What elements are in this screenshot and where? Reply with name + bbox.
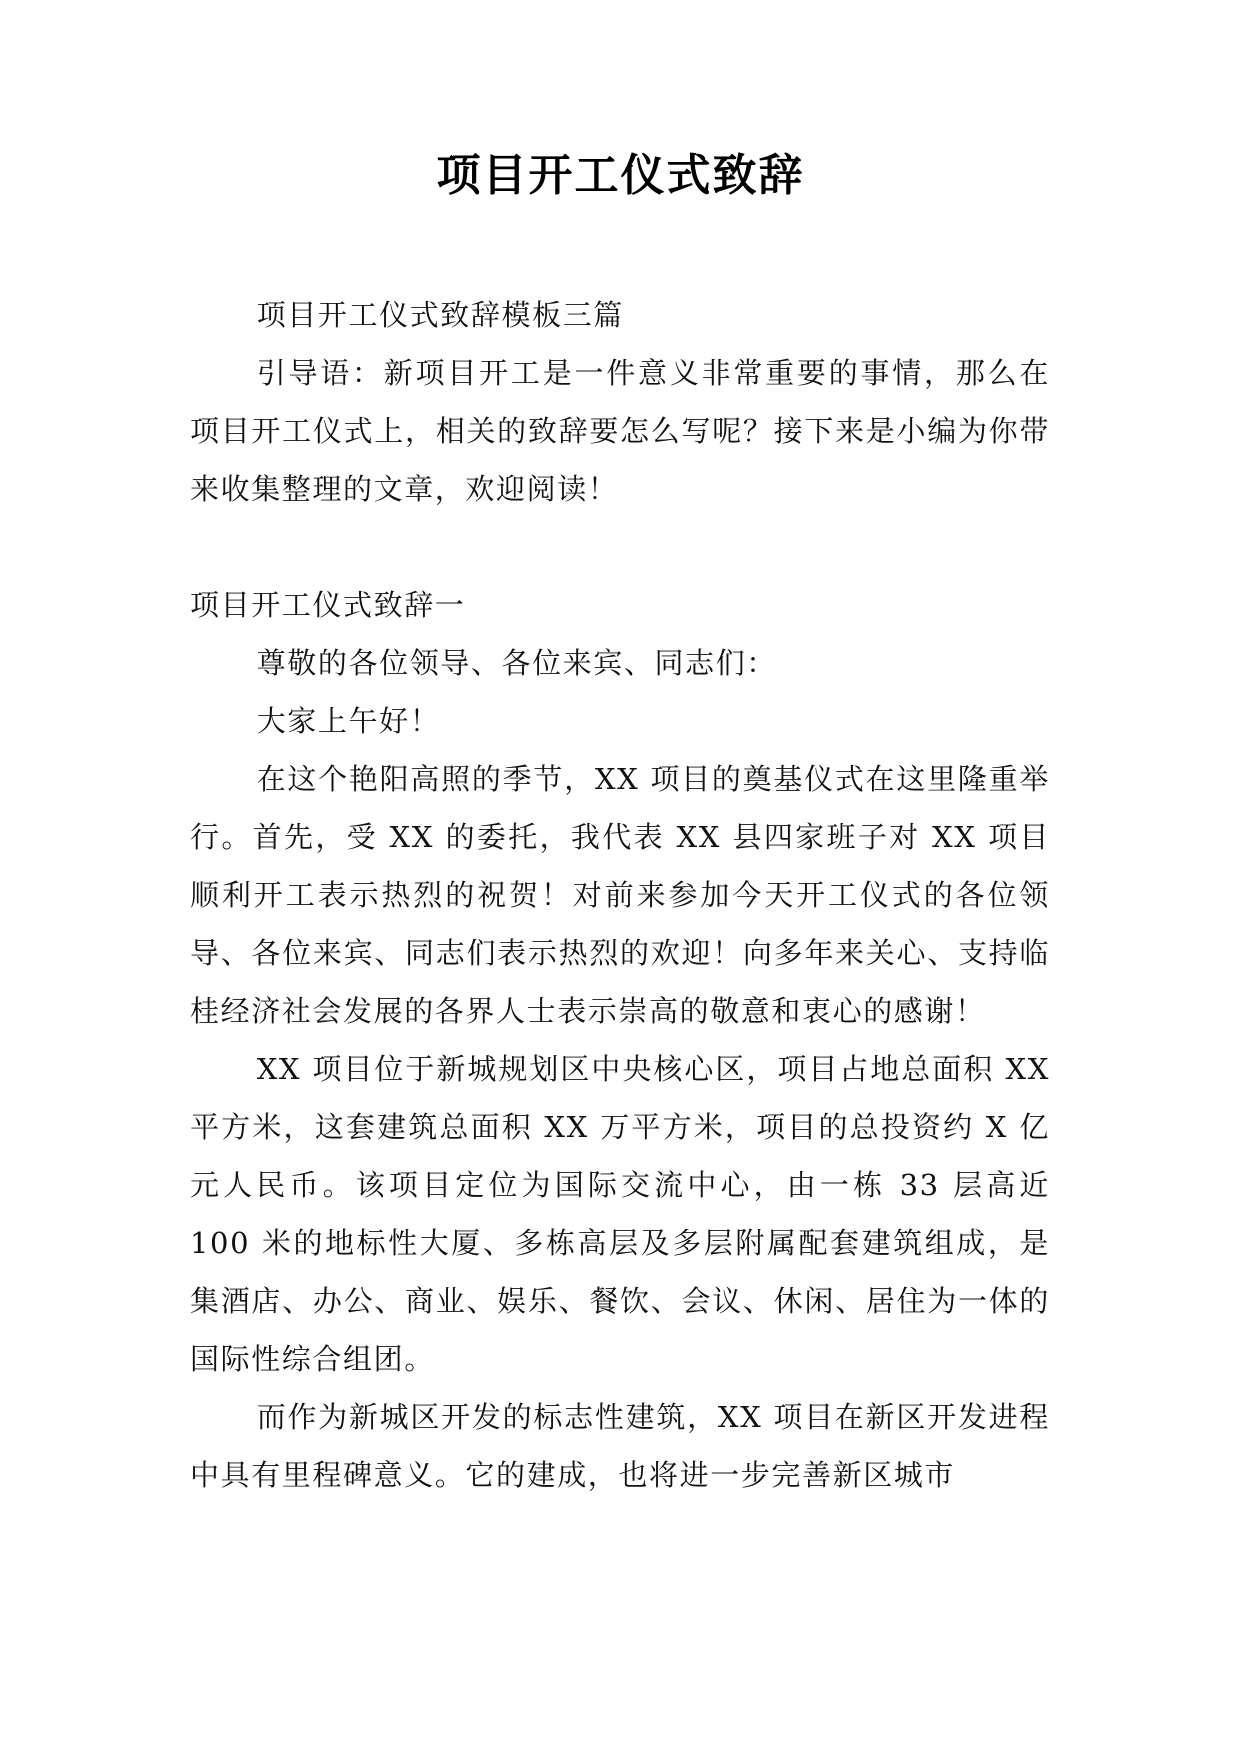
- paragraph-spacer: [190, 518, 1050, 576]
- document-body: [190, 286, 1050, 1504]
- body-paragraph: 在这个艳阳高照的季节，XX 项目的奠基仪式在这里隆重举行。首先，受 XX 的委托，我代表 XX 县四家班子对 XX 项目顺利开工表示热烈的祝贺！对前来参加今天开工仪式的各位领导、各位来宾、同志们表示热烈的欢迎！向多年来关心、支持临桂经济社会发展的各界人士表示崇高的敬意和衷心的感谢！: [190, 762, 1050, 1028]
- greeting: 大家上午好！: [256, 704, 441, 738]
- body-paragraph: XX 项目位于新城规划区中央核心区，项目占地总面积 XX 平方米，这套建筑总面积 XX 万平方米，项目的总投资约 X 亿元人民币。该项目定位为国际交流中心，由一栋 33 层高近 100 米的地标性大厦、多栋高层及多层附属配套建筑组成，是集酒店、办公、商业、娱乐、餐饮、会议、休闲、居住为一体的国际性综合组团。: [190, 1052, 1050, 1376]
- body-paragraph: 而作为新城区开发的标志性建筑，XX 项目在新区开发进程中具有里程碑意义。它的建成，也将进一步完善新区城市: [190, 1400, 1050, 1492]
- salutation: 尊敬的各位领导、各位来宾、同志们：: [256, 646, 777, 680]
- section-heading: 项目开工仪式致辞一: [190, 588, 466, 622]
- document-subtitle: 项目开工仪式致辞模板三篇: [256, 298, 624, 332]
- intro-paragraph: 引导语：新项目开工是一件意义非常重要的事情，那么在项目开工仪式上，相关的致辞要怎么写呢？接下来是小编为你带来收集整理的文章，欢迎阅读！: [190, 356, 1050, 506]
- document-title: 项目开工仪式致辞: [436, 150, 805, 201]
